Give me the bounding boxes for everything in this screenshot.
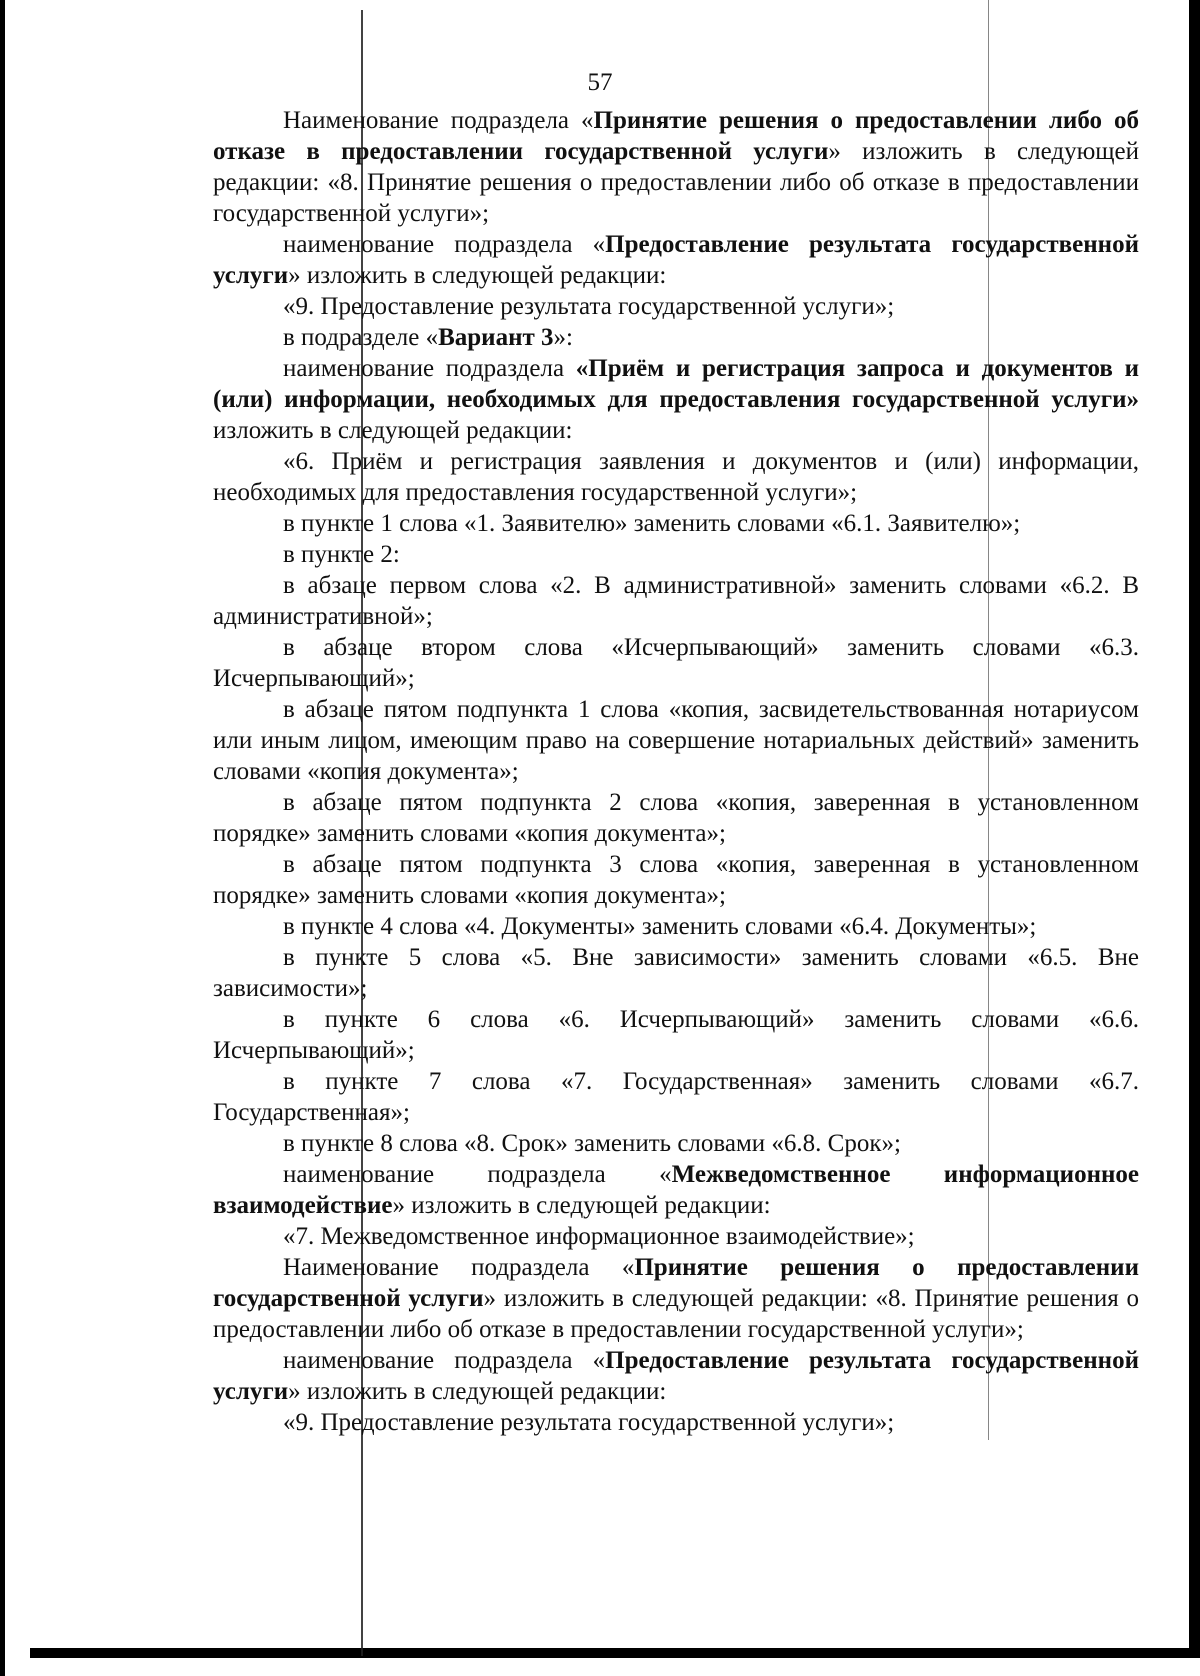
text-run: в пункте 1 слова «1. Заявителю» заменить словами «6.1. Заявителю»; — [283, 510, 1021, 537]
text-run: «9. Предоставление результата государственной услуги»; — [283, 1409, 895, 1436]
text-run: в абзаце первом слова «2. В административной» заменить словами «6.2. В административной»; — [213, 572, 1139, 630]
text-run: в абзаце втором слова «Исчерпывающий» заменить словами «6.3. Исчерпывающий»; — [213, 634, 1139, 692]
paragraph — [213, 942, 1139, 1004]
paragraph — [213, 1004, 1139, 1066]
text-run: наименование подраздела « — [283, 1347, 606, 1374]
paragraph — [213, 911, 1139, 942]
text-run: »: — [553, 324, 573, 351]
paragraph — [213, 632, 1139, 694]
text-run: » изложить в следующей редакции: — [288, 1378, 667, 1405]
paragraph — [213, 539, 1139, 570]
text-run: в пункте 2: — [283, 541, 400, 568]
paragraph — [213, 1252, 1139, 1345]
text-run: в подразделе « — [283, 324, 439, 351]
paragraph — [213, 1345, 1139, 1407]
paragraph — [213, 322, 1139, 353]
text-run: Наименование подраздела « — [283, 107, 594, 134]
text-run: «7. Межведомственное информационное взаимодействие»; — [283, 1223, 915, 1250]
bold-text-run: «Приём и регистрация запроса и документов и (или) информации, необходимых для предоставления государственной услуги» — [213, 355, 1139, 413]
scan-right-border — [1189, 0, 1200, 1656]
text-run: наименование подраздела « — [283, 1161, 672, 1188]
text-run: в пункте 5 слова «5. Вне зависимости» заменить словами «6.5. Вне зависимости»; — [213, 944, 1139, 1002]
paragraph — [213, 291, 1139, 322]
paragraph — [213, 570, 1139, 632]
paragraph — [213, 1128, 1139, 1159]
bold-text-run: Межведомственное информационное взаимодействие — [213, 1161, 1139, 1219]
bold-text-run: Принятие решения о предоставлении государственной услуги — [213, 1254, 1139, 1312]
scan-left-border — [0, 0, 5, 1676]
text-run: наименование подраздела « — [283, 231, 606, 258]
text-run: изложить в следующей редакции: — [213, 417, 573, 444]
text-run: » изложить в следующей редакции: — [392, 1192, 771, 1219]
bold-text-run: Предоставление результата государственной услуги — [213, 231, 1139, 289]
paragraph — [213, 446, 1139, 508]
text-run: в пункте 6 слова «6. Исчерпывающий» заменить словами «6.6. Исчерпывающий»; — [213, 1006, 1139, 1064]
paragraph — [213, 849, 1139, 911]
text-run: «9. Предоставление результата государственной услуги»; — [283, 293, 895, 320]
paragraph — [213, 694, 1139, 787]
text-run: » изложить в следующей редакции: «8. Принятие решения о предоставлении либо об отказе в предоставлении государственной услуги»; — [213, 138, 1139, 227]
scan-bottom-border — [30, 1648, 1200, 1658]
paragraph — [213, 787, 1139, 849]
paragraph — [213, 1221, 1139, 1252]
text-run: » изложить в следующей редакции: — [288, 262, 667, 289]
bold-text-run: Вариант 3 — [438, 324, 554, 351]
text-run: в абзаце пятом подпункта 2 слова «копия, заверенная в установленном порядке» заменить словами «копия документа»; — [213, 789, 1139, 847]
text-run: «6. Приём и регистрация заявления и документов и (или) информации, необходимых для предоставления государственной услуги»; — [213, 448, 1139, 506]
bold-text-run: Принятие решения о предоставлении либо об отказе в предоставлении государственной услуги — [213, 107, 1139, 165]
text-run: в пункте 4 слова «4. Документы» заменить словами «6.4. Документы»; — [283, 913, 1037, 940]
paragraph — [213, 229, 1139, 291]
paragraph — [213, 353, 1139, 446]
text-run: в пункте 8 слова «8. Срок» заменить словами «6.8. Срок»; — [283, 1130, 901, 1157]
text-run: наименование подраздела — [283, 355, 576, 382]
paragraph — [213, 508, 1139, 539]
text-run: в пункте 7 слова «7. Государственная» заменить словами «6.7. Государственная»; — [213, 1068, 1139, 1126]
bold-text-run: Предоставление результата государственной услуги — [213, 1347, 1139, 1405]
text-run: в абзаце пятом подпункта 3 слова «копия, заверенная в установленном порядке» заменить словами «копия документа»; — [213, 851, 1139, 909]
paragraph — [213, 1407, 1139, 1438]
paragraph — [213, 105, 1139, 229]
text-run: Наименование подраздела « — [283, 1254, 635, 1281]
text-run: в абзаце пятом подпункта 1 слова «копия, засвидетельствованная нотариусом или иным лицом, имеющим право на совершение нотариальных действий» заменить словами «копия документа»; — [213, 696, 1139, 785]
page-number: 57 — [587, 69, 613, 96]
text-run: » изложить в следующей редакции: «8. Принятие решения о предоставлении либо об отказе в предоставлении государственной услуги»; — [213, 1285, 1139, 1343]
paragraph — [213, 1066, 1139, 1128]
document-body — [213, 105, 1139, 1438]
paragraph — [213, 1159, 1139, 1221]
